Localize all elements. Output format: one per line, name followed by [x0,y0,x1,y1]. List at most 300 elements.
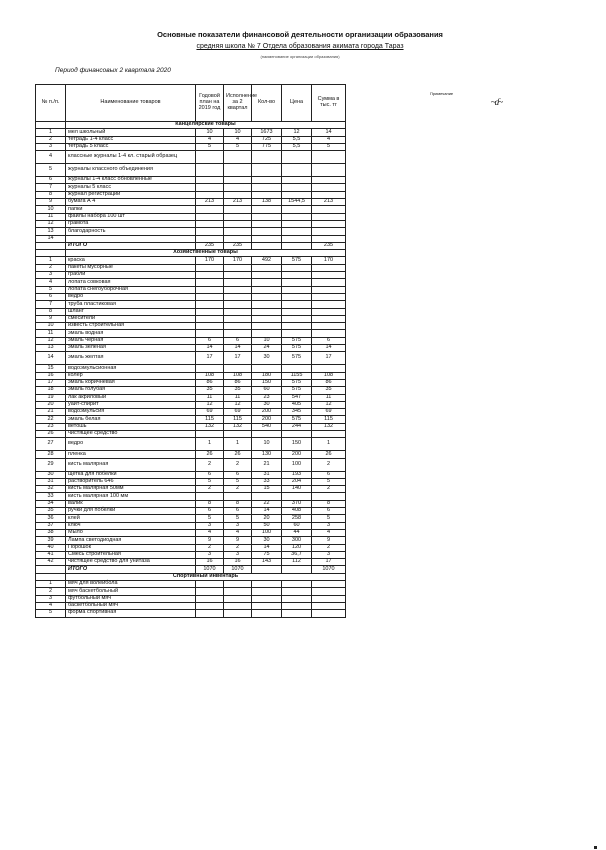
exec-value: 6 [224,508,252,515]
price-value: 150 [282,438,312,451]
item-name: кисть малярная [66,458,196,471]
table-row [36,213,549,220]
note-cell [346,394,549,401]
qty-value [252,164,282,177]
note-cell [346,438,549,451]
item-name: краска [66,257,196,264]
row-number: 8 [36,191,66,198]
price-value: 575 [282,345,312,352]
qty-value: 60 [252,387,282,394]
note-cell [346,573,549,580]
item-name: журналы классного объединения [66,164,196,177]
sum-value: 5 [312,478,346,485]
plan-value [196,430,224,437]
row-number: 15 [36,365,66,372]
plan-value [196,228,224,235]
plan-value [196,279,224,286]
qty-value: 15 [252,486,282,493]
plan-value [196,177,224,184]
plan-value: 14 [196,345,224,352]
table-row [36,228,549,235]
table-row [36,522,549,529]
exec-value: 16 [224,559,252,566]
row-number: 9 [36,315,66,322]
exec-value: 1070 [224,566,252,573]
note-cell [346,228,549,235]
table-row [36,537,549,544]
sum-value: 2 [312,544,346,551]
row-number: 31 [36,478,66,485]
exec-value: 12 [224,401,252,408]
price-value: 204 [282,478,312,485]
row-number: 23 [36,423,66,430]
exec-value [224,430,252,437]
price-value [282,588,312,595]
exec-value [224,286,252,293]
item-name: Смесь строительная [66,551,196,558]
item-name: растворитель 646 [66,478,196,485]
table-row [36,323,549,330]
note-cell [346,122,549,129]
qty-value [252,235,282,242]
note-cell [346,345,549,352]
plan-value: 12 [196,401,224,408]
table-row [36,451,549,458]
row-number: 12 [36,337,66,344]
item-name: чистящее средство для унитаза [66,559,196,566]
row-number: 33 [36,493,66,500]
price-value [282,602,312,609]
plan-value: 9 [196,537,224,544]
qty-value [252,315,282,322]
exec-value: 10 [224,129,252,136]
exec-value: 108 [224,372,252,379]
note-cell [346,308,549,315]
sum-value [312,323,346,330]
table-row [36,588,549,595]
exec-value: 4 [224,529,252,536]
exec-value: 6 [224,471,252,478]
sum-value: 26 [312,451,346,458]
qty-value: 492 [252,257,282,264]
price-value [282,293,312,300]
item-name: шланг [66,308,196,315]
exec-value [224,228,252,235]
row-number: 29 [36,458,66,471]
col-name: Наименование товаров [66,85,196,122]
note-cell [346,387,549,394]
exec-value [224,323,252,330]
table-row [36,286,549,293]
plan-value: 69 [196,409,224,416]
exec-value: 2 [224,486,252,493]
row-number: 21 [36,409,66,416]
price-value [282,235,312,242]
qty-value: 24 [252,345,282,352]
note-cell [346,315,549,322]
qty-value [252,242,282,249]
item-name: журналы 1-4 класс обновленные [66,177,196,184]
plan-value: 4 [196,136,224,143]
exec-value [224,293,252,300]
price-value [282,365,312,372]
table-row [36,486,549,493]
item-name: тетрадь 5 класс [66,143,196,150]
sum-value: 8 [312,500,346,507]
exec-value [224,213,252,220]
plan-value: 4 [196,529,224,536]
item-name: лак акриловый [66,394,196,401]
price-value [282,301,312,308]
plan-value: 26 [196,451,224,458]
table-row [36,365,549,372]
exec-value [224,184,252,191]
note-cell [346,372,549,379]
sum-value [312,293,346,300]
price-value: 36,7 [282,551,312,558]
price-value: 200 [282,451,312,458]
qty-value: 100 [252,529,282,536]
sum-value: 6 [312,337,346,344]
price-value [282,242,312,249]
price-value [282,610,312,617]
item-name: валик [66,500,196,507]
section-num-cell [36,122,66,129]
exec-value: 5 [224,478,252,485]
item-name: клей [66,515,196,522]
price-value: 1544,5 [282,199,312,206]
item-name: футбольный мяч [66,595,196,602]
item-name: мяч для волейбола [66,581,196,588]
qty-value: 30 [252,401,282,408]
exec-value [224,301,252,308]
item-name: журналы 5 класс [66,184,196,191]
plan-value [196,220,224,227]
price-value [282,566,312,573]
row-number: 16 [36,372,66,379]
exec-value: 26 [224,451,252,458]
note-cell [346,199,549,206]
price-value: 575 [282,257,312,264]
qty-value: 50 [252,522,282,529]
sum-value [312,264,346,271]
sum-value: 11 [312,394,346,401]
plan-value: 5 [196,478,224,485]
qty-value: 540 [252,423,282,430]
row-number: 22 [36,416,66,423]
note-label: Примечание [430,91,454,96]
plan-value: 17 [196,352,224,365]
plan-value: 16 [196,559,224,566]
price-value: 345 [282,409,312,416]
item-name: классные журналы 1-4 кл. старый образец [66,151,196,164]
note-cell [346,522,549,529]
row-number: 18 [36,387,66,394]
plan-value [196,602,224,609]
item-name: мяч баскетбольный [66,588,196,595]
price-value: 258 [282,515,312,522]
note-cell [346,191,549,198]
item-name: благодарность [66,228,196,235]
row-number: 17 [36,379,66,386]
row-number: 6 [36,293,66,300]
exec-value [224,308,252,315]
note-cell [346,242,549,249]
item-name: труба пластиковая [66,301,196,308]
table-row [36,235,549,242]
note-cell [346,500,549,507]
price-value: 12 [282,129,312,136]
sum-value [312,588,346,595]
price-value [282,581,312,588]
exec-value: 4 [224,136,252,143]
qty-value: 14 [252,544,282,551]
qty-value: 150 [252,379,282,386]
note-cell [346,471,549,478]
qty-value [252,272,282,279]
sum-value [312,301,346,308]
row-number [36,566,66,573]
price-value: 44 [282,529,312,536]
row-number: 41 [36,551,66,558]
price-value: 575 [282,387,312,394]
sum-value [312,610,346,617]
note-cell [346,136,549,143]
qty-value: 33 [252,478,282,485]
qty-value: 14 [252,508,282,515]
table-row [36,352,549,365]
plan-value [196,272,224,279]
document-title: Основные показатели финансовой деятельности организации образования [157,30,443,39]
row-number: 20 [36,401,66,408]
exec-value [224,588,252,595]
plan-value: 11 [196,394,224,401]
exec-value [224,279,252,286]
plan-value: 86 [196,379,224,386]
sum-value: 17 [312,352,346,365]
qty-value: 21 [252,458,282,471]
note-cell [346,206,549,213]
sum-value [312,315,346,322]
document-subtitle: средняя школа № 7 Отдела образования акимата города Тараз [196,43,404,50]
price-value: 120 [282,544,312,551]
subtitle-note: (наименование организации образования) [260,54,340,59]
price-value [282,430,312,437]
item-name: водоэмульсионная [66,365,196,372]
exec-value: 17 [224,352,252,365]
item-name: пленка [66,451,196,458]
row-number: 40 [36,544,66,551]
table-row [36,559,549,566]
exec-value: 213 [224,199,252,206]
item-name: эмаль черная [66,337,196,344]
exec-value: 3 [224,522,252,529]
price-value: 408 [282,508,312,515]
row-number: 27 [36,438,66,451]
sum-value: 6 [312,471,346,478]
item-name: эмаль голубая [66,387,196,394]
plan-value [196,595,224,602]
note-cell [346,220,549,227]
qty-value [252,323,282,330]
exec-value: 8 [224,500,252,507]
price-value: 575 [282,416,312,423]
item-name: бумага А 4 [66,199,196,206]
sum-value [312,365,346,372]
table-row [36,151,549,164]
row-number: 1 [36,257,66,264]
item-name: эмаль зеленая [66,345,196,352]
note-cell [346,323,549,330]
item-name: уайт-спирит [66,401,196,408]
exec-value [224,272,252,279]
qty-value: 1673 [252,129,282,136]
note-cell [346,451,549,458]
sum-value [312,213,346,220]
qty-value: 23 [252,394,282,401]
table-row [36,529,549,536]
exec-value [224,365,252,372]
price-value [282,228,312,235]
plan-value [196,301,224,308]
exec-value: 1 [224,438,252,451]
item-name: щетка для побелки [66,471,196,478]
qty-value [252,595,282,602]
row-number: 12 [36,220,66,227]
plan-value: 3 [196,522,224,529]
qty-value [252,213,282,220]
table-row [36,458,549,471]
col-plan: Годовой план на 2019 год [196,85,224,122]
price-value [282,595,312,602]
col-num: № п./п. [36,85,66,122]
item-name: ведро [66,293,196,300]
item-name: известь строительная [66,323,196,330]
row-number: 32 [36,486,66,493]
sum-value [312,602,346,609]
row-number: 5 [36,164,66,177]
qty-value [252,151,282,164]
item-name: тетрадь 1-4 класс [66,136,196,143]
qty-value [252,264,282,271]
sum-value [312,164,346,177]
qty-value [252,588,282,595]
exec-value: 5 [224,143,252,150]
row-number: 13 [36,345,66,352]
sum-value [312,151,346,164]
plan-value: 5 [196,515,224,522]
item-name: журнал регистрации [66,191,196,198]
section-num-cell [36,250,66,257]
plan-value [196,151,224,164]
sum-value: 5 [312,143,346,150]
row-number: 2 [36,136,66,143]
sum-value: 69 [312,409,346,416]
page-dot [594,846,597,849]
item-name: ветошь [66,423,196,430]
sum-value [312,595,346,602]
table-row [36,136,549,143]
row-number: 4 [36,279,66,286]
plan-value [196,581,224,588]
sum-value [312,308,346,315]
qty-value: 30 [252,537,282,544]
note-cell [346,257,549,264]
price-value [282,315,312,322]
note-cell [346,559,549,566]
qty-value [252,184,282,191]
price-value: 575 [282,337,312,344]
qty-value: 31 [252,471,282,478]
plan-value: 35 [196,387,224,394]
item-name: водоэмульсия [66,409,196,416]
qty-value [252,365,282,372]
exec-value: 6 [224,337,252,344]
note-cell [346,416,549,423]
section-header-row [36,122,549,129]
note-cell [346,478,549,485]
exec-value [224,581,252,588]
table-row [36,345,549,352]
exec-value: 235 [224,242,252,249]
sum-value: 5 [312,515,346,522]
row-number: 4 [36,602,66,609]
exec-value [224,602,252,609]
plan-value [196,610,224,617]
plan-value: 108 [196,372,224,379]
exec-value: 115 [224,416,252,423]
item-name: Порошок [66,544,196,551]
table-row [36,438,549,451]
sum-value: 12 [312,401,346,408]
price-value [282,286,312,293]
price-value: 300 [282,537,312,544]
sum-value: 3 [312,522,346,529]
sum-value: 3 [312,551,346,558]
plan-value: 170 [196,257,224,264]
price-value: 100 [282,458,312,471]
plan-value: 5 [196,143,224,150]
price-value [282,272,312,279]
qty-value: 10 [252,337,282,344]
row-number: 1 [36,581,66,588]
qty-value: 130 [252,451,282,458]
price-value: 5,5 [282,136,312,143]
row-number: 3 [36,595,66,602]
exec-value [224,164,252,177]
plan-value [196,323,224,330]
exec-value: 35 [224,387,252,394]
row-number: 37 [36,522,66,529]
plan-value: 1 [196,438,224,451]
row-number: 38 [36,529,66,536]
plan-value: 213 [196,199,224,206]
side-note [430,92,502,108]
table-row [36,129,549,136]
table-row [36,264,549,271]
row-number: 1 [36,129,66,136]
row-number: 28 [36,451,66,458]
plan-value: 3 [196,551,224,558]
note-cell [346,213,549,220]
col-sum: Сумма в тыс. тг [312,85,346,122]
price-value: 547 [282,394,312,401]
note-cell [346,365,549,372]
sum-value [312,220,346,227]
price-value [282,184,312,191]
price-value: 112 [282,559,312,566]
qty-value [252,228,282,235]
